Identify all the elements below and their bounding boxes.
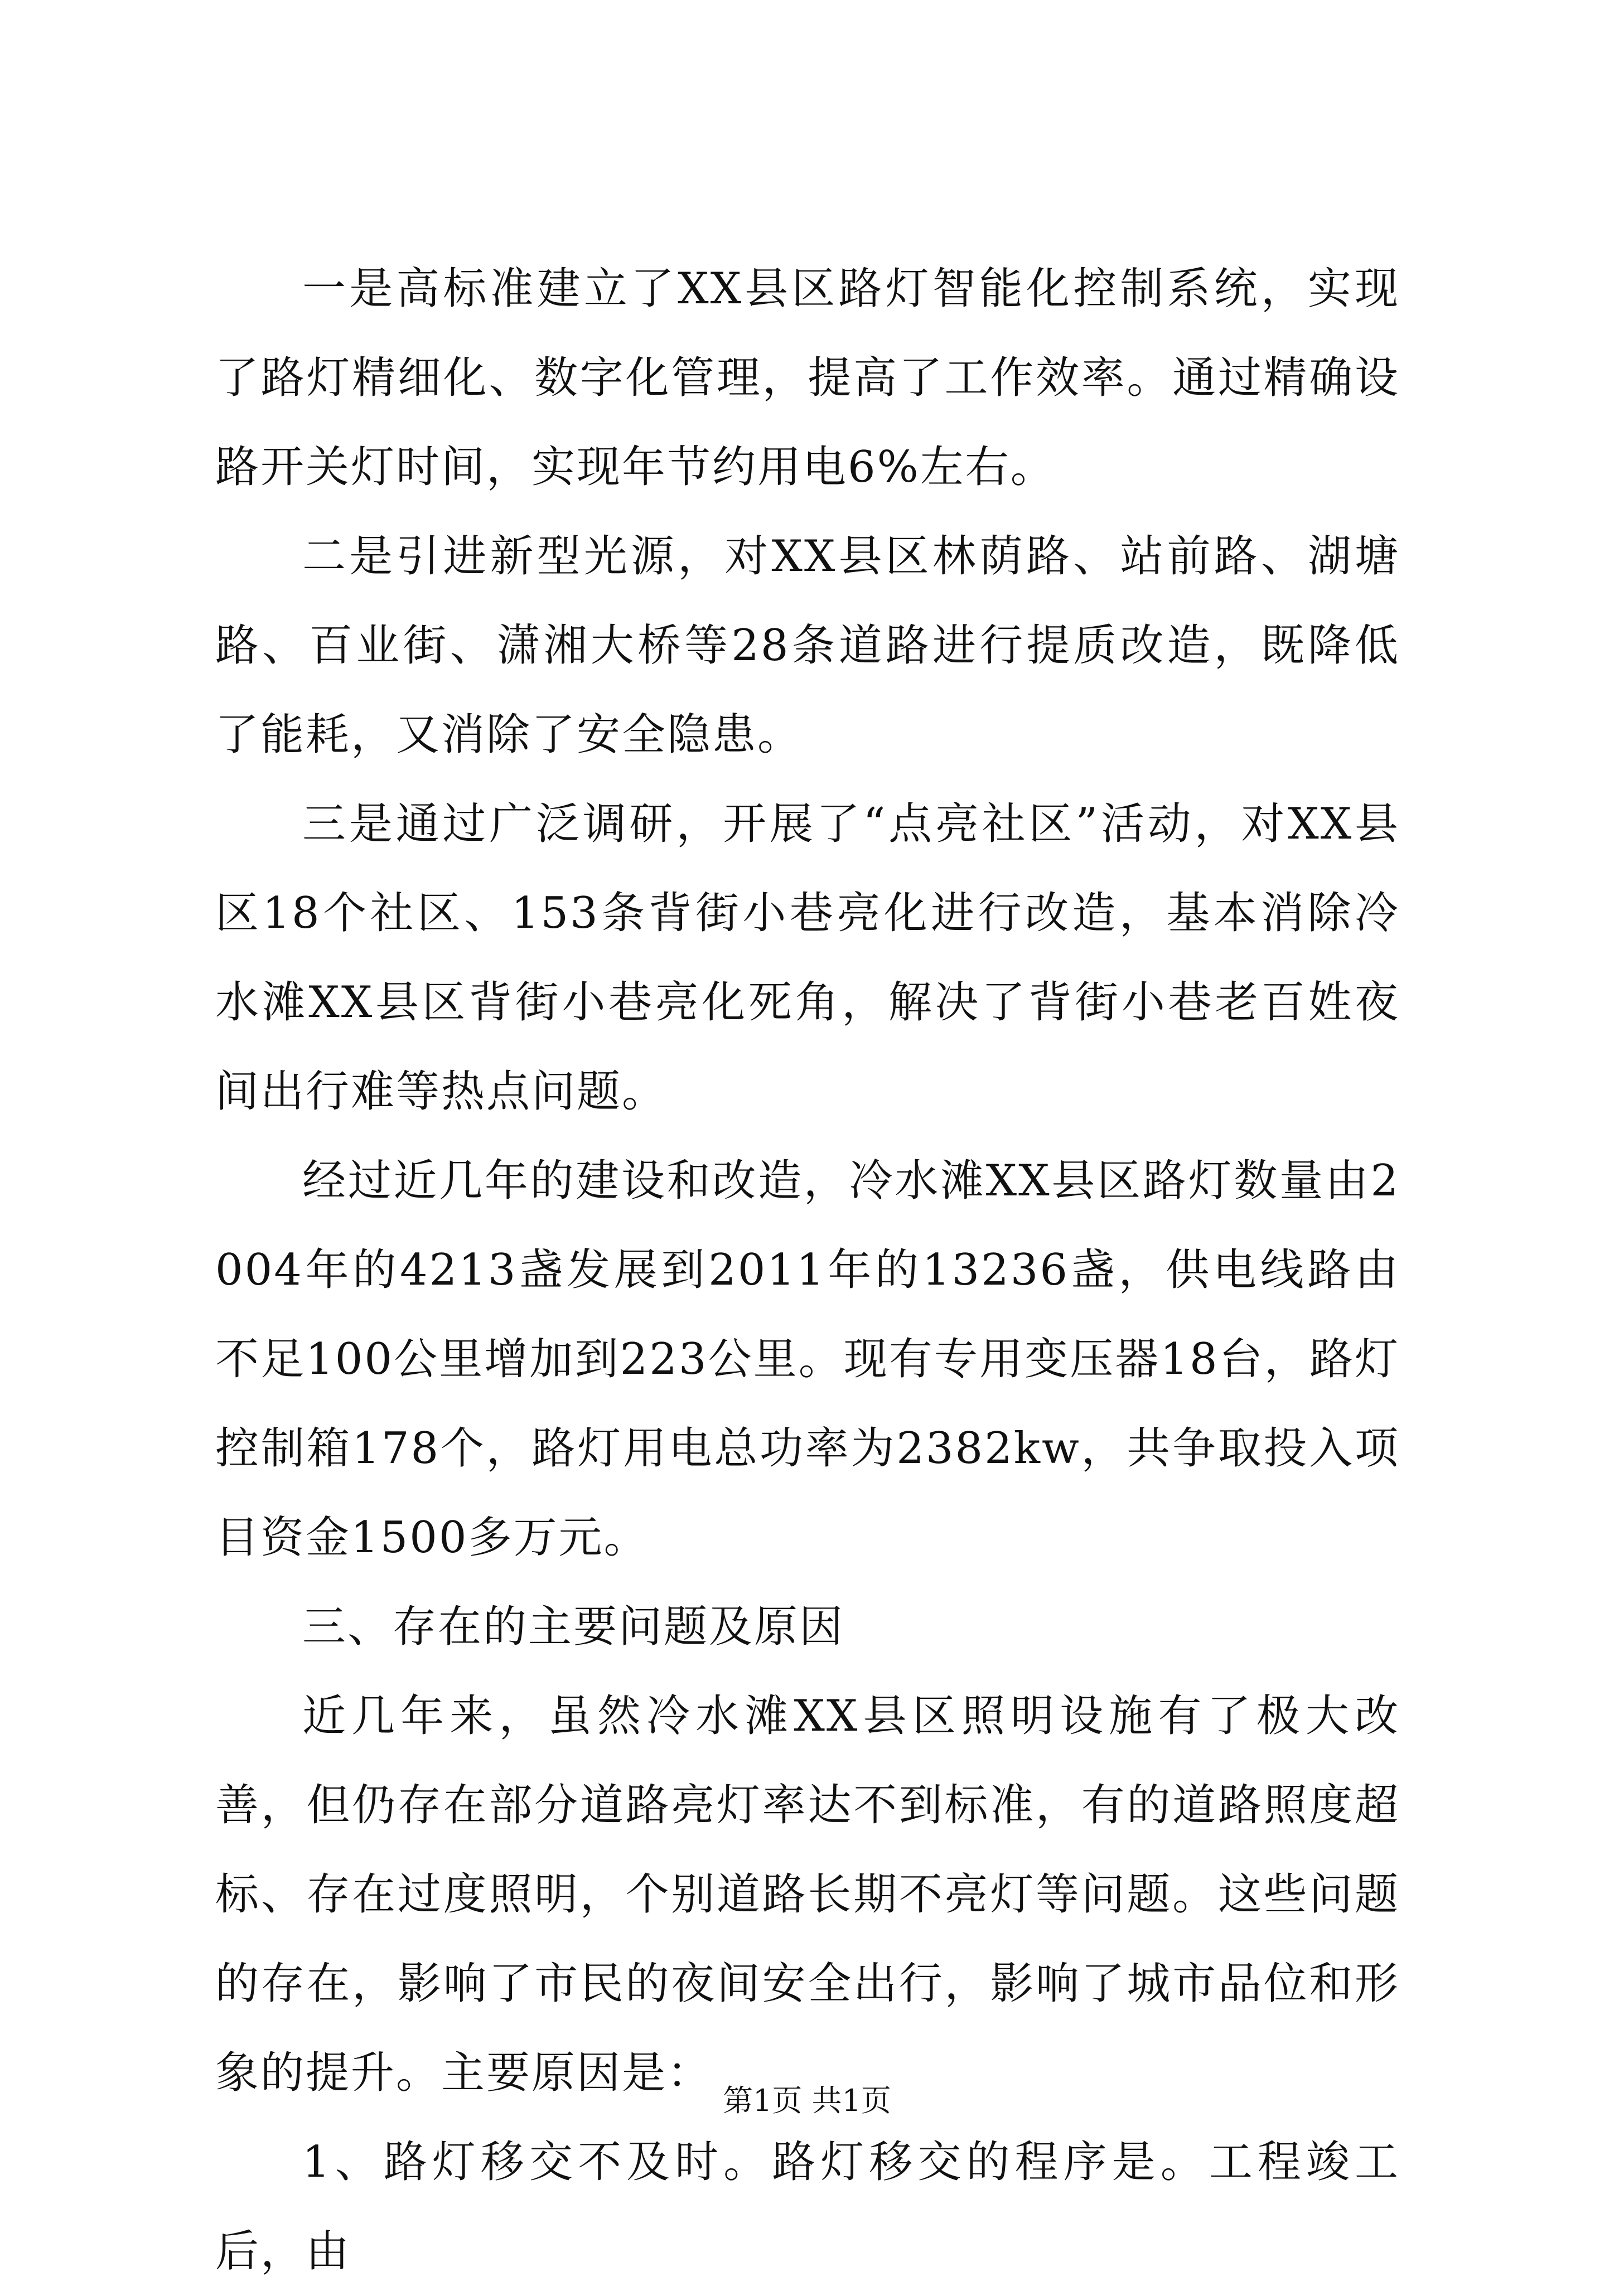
document-body [215, 244, 1400, 2296]
paragraph-construction-results: 经过近几年的建设和改造，冷水滩XX县区路灯数量由2004年的4213盏发展到2011年的13236盏，供电线路由不足100公里增加到223公里。现有专用变压器18台，路灯控制箱178个，路灯用电总功率为2382kw，共争取投入项目资金1500多万元。 [215, 1156, 1400, 1563]
paragraph-light-up-community: 三是通过广泛调研，开展了“点亮社区”活动，对XX县区18个社区、153条背街小巷亮化进行改造，基本消除冷水滩XX县区背街小巷亮化死角，解决了背街小巷老百姓夜间出行难等热点问题。 [215, 799, 1400, 1117]
paragraph-handover-delay: 1、路灯移交不及时。路灯移交的程序是。工程竣工后，由 [215, 2137, 1400, 2276]
paragraph-problems-overview: 近几年来，虽然冷水滩XX县区照明设施有了极大改善，但仍存在部分道路亮灯率达不到标准，有的道路照度超标、存在过度照明，个别道路长期不亮灯等问题。这些问题的存在，影响了市民的夜间安全出行，影响了城市品位和形象的提升。主要原因是： [215, 1691, 1400, 2098]
paragraph-smart-control-system: 一是高标准建立了XX县区路灯智能化控制系统，实现了路灯精细化、数字化管理，提高了工作效率。通过精确设路开关灯时间，实现年节约用电6%左右。 [215, 264, 1400, 492]
page-number-footer: 第1页 共1页 [723, 2083, 891, 2118]
paragraph-new-light-source: 二是引进新型光源，对XX县区林荫路、站前路、湖塘路、百业街、潇湘大桥等28条道路进行提质改造，既降低了能耗，又消除了安全隐患。 [215, 531, 1400, 760]
section-heading-main-problems: 三、存在的主要问题及原因 [302, 1602, 845, 1652]
